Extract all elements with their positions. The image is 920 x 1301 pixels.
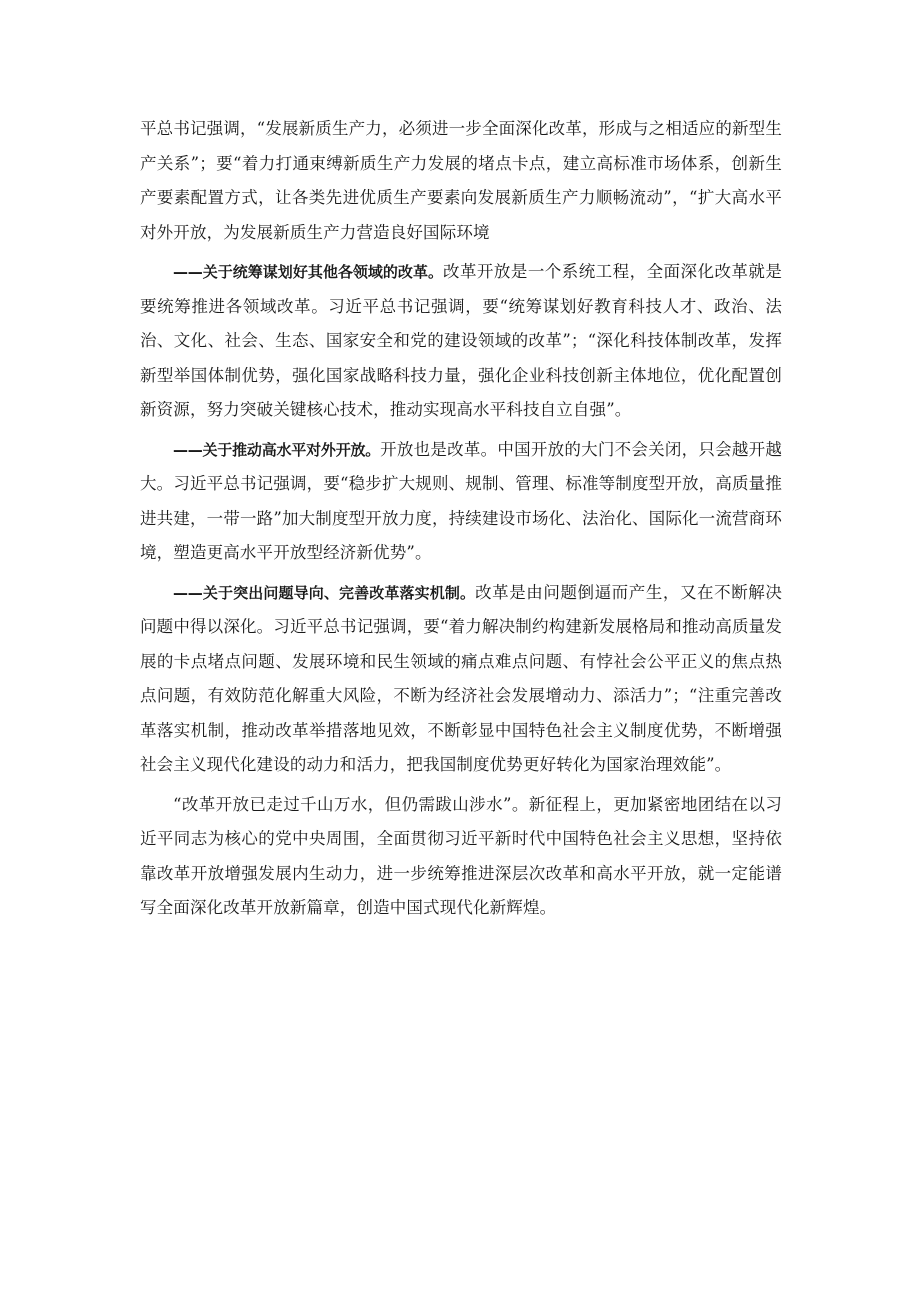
paragraph-problem-oriented: [140, 576, 782, 783]
paragraph-text: 改革是由问题倒逼而产生，又在不断解决问题中得以深化。习近平总书记强调，要“着力解决制约构建新发展格局和推动高质量发展的卡点堵点问题、发展环境和民生领域的痛点难点问题、有悖社会公平正义的焦点热点问题，有效防范化解重大风险，不断为经济社会发展增动力、添活力”；“注重完善改革落实机制，推动改革举措落地见效，不断彰显中国特色社会主义制度优势，不断增强社会主义现代化建设的动力和活力，把我国制度优势更好转化为国家治理效能”。: [140, 582, 782, 774]
paragraph-text: 改革开放是一个系统工程，全面深化改革就是要统筹推进各领域改革。习近平总书记强调，要“统筹谋划好教育科技人才、政治、法治、文化、社会、生态、国家安全和党的建设领域的改革”；“深化科技体制改革，发挥新型举国体制优势，强化国家战略科技力量，强化企业科技创新主体地位，优化配置创新资源，努力突破关键核心技术，推动实现高水平科技自立自强”。: [140, 262, 782, 419]
paragraph-new-productive-forces: [140, 112, 782, 250]
paragraph-heading: ——关于推动高水平对外开放。: [173, 440, 381, 459]
paragraph-text: 开放也是改革。中国开放的大门不会关闭，只会越开越大。习近平总书记强调，要“稳步扩大规则、规制、管理、标准等制度型开放，高质量推进共建，一带一路”加大制度型开放力度，持续建设市场化、法治化、国际化一流营商环境，塑造更高水平开放型经济新优势”。: [140, 439, 782, 562]
paragraph-text: 平总书记强调，“发展新质生产力，必须进一步全面深化改革，形成与之相适应的新型生产关系”；要“着力打通束缚新质生产力发展的堵点卡点，建立高标准市场体系，创新生产要素配置方式，让各类先进优质生产要素向发展新质生产力顺畅流动”，“扩大高水平对外开放，为发展新质生产力营造良好国际环境: [140, 119, 782, 242]
paragraph-heading: ——关于统筹谋划好其他各领域的改革。: [173, 263, 443, 281]
paragraph-text: “改革开放已走过千山万水，但仍需跋山涉水”。新征程上，更加紧密地团结在以习近平同志为核心的党中央周围，全面贯彻习近平新时代中国特色社会主义思想，坚持依靠改革开放增强发展内生动力，进一步统筹推进深层次改革和高水平开放，就一定能谱写全面深化改革开放新篇章，创造中国式现代化新辉煌。: [140, 794, 782, 917]
paragraph-opening-up: [140, 433, 782, 571]
paragraph-conclusion: [140, 788, 782, 926]
article-body: [140, 112, 782, 931]
paragraph-other-fields-reform: [140, 255, 782, 428]
paragraph-heading: ——关于突出问题导向、完善改革落实机制。: [173, 583, 476, 602]
